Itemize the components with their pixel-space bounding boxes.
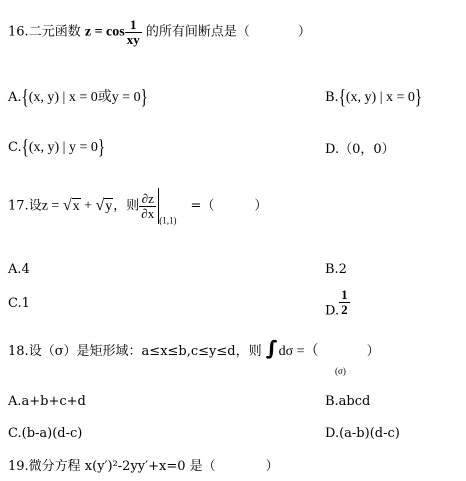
q16-fraction-denominator: xy xyxy=(126,31,140,47)
left-brace: { xyxy=(21,86,29,109)
q18-integrand: dσ xyxy=(278,344,294,359)
q17-option-d-denominator: 2 xyxy=(341,301,348,317)
q18-option-a: A.a+b+c+d xyxy=(8,394,86,409)
q16-eq: = xyxy=(91,24,107,40)
q17-z-expr: z = xyxy=(41,198,63,214)
q17-option-d-label: D. xyxy=(325,303,340,319)
q17-derivative xyxy=(139,192,156,220)
q17-plus: + xyxy=(80,198,96,214)
right-brace: } xyxy=(414,86,423,109)
q17-derivative-numerator: ∂z xyxy=(139,192,156,207)
q16-option-a-label: A. xyxy=(8,90,22,105)
q17-stem xyxy=(8,188,267,226)
q16-option-a-content: (x, y) | x = 0或y = 0 xyxy=(28,90,141,105)
q17-option-d-fraction xyxy=(339,288,350,316)
right-brace: } xyxy=(140,86,148,109)
q17-option-d xyxy=(325,288,350,318)
q16-option-c-label: C. xyxy=(8,140,22,155)
q16-cos: cos xyxy=(106,24,125,40)
q16-option-d-label: D. xyxy=(325,142,340,157)
q17-eq: =（ xyxy=(190,198,215,214)
q16-number: 16. xyxy=(8,24,29,40)
right-brace: } xyxy=(97,136,106,159)
q19-text: 19.微分方程 x(y′)²-2yy′+x=0 是（ xyxy=(8,459,216,474)
q17-text: 设 xyxy=(28,198,42,214)
q19-stem xyxy=(8,460,279,473)
q16-close: ） xyxy=(297,24,311,40)
q17-eval-point: (1,1) xyxy=(159,215,177,226)
q18-eq: =（ xyxy=(293,344,319,359)
q16-after: 的所有间断点是（ xyxy=(145,24,250,40)
q17-option-d-numerator: 1 xyxy=(341,287,348,302)
sqrt-y: √y xyxy=(95,196,113,214)
q16-stem xyxy=(8,18,311,46)
q17-option-c: C.1 xyxy=(8,296,30,311)
q18-region-label: (σ) xyxy=(335,366,346,376)
q18-number: 18. xyxy=(8,344,29,359)
q18-stem xyxy=(8,338,380,359)
sqrt-x: √x xyxy=(62,196,80,214)
q17-option-b: B.2 xyxy=(325,262,347,277)
q18-option-d: D.(a-b)(d-c) xyxy=(325,426,400,441)
double-integral-icon: ∫∫ xyxy=(265,336,269,360)
q19-close: ） xyxy=(265,459,279,474)
q16-fraction-numerator: 1 xyxy=(125,18,142,33)
q18-text: 设（σ）是矩形域：a≤x≤b,c≤y≤d，则 xyxy=(28,344,262,359)
q16-z: z xyxy=(84,24,92,40)
q16-option-d-content: （0，0） xyxy=(339,142,395,157)
q18-option-c: C.(b-a)(d-c) xyxy=(8,426,83,441)
q16-option-c-content: (x, y) | y = 0 xyxy=(28,140,98,155)
q18-option-b: B.abcd xyxy=(325,394,371,409)
q16-text: 二元函数 xyxy=(28,24,81,40)
q16-option-d xyxy=(325,143,395,156)
q16-option-b xyxy=(325,86,423,109)
q17-option-a: A.4 xyxy=(8,262,30,277)
sqrt-x-radicand: x xyxy=(72,198,80,214)
sqrt-y-radicand: y xyxy=(105,198,113,214)
q16-option-b-label: B. xyxy=(325,90,339,105)
q18-close: ） xyxy=(366,344,380,359)
left-brace: { xyxy=(338,86,346,109)
q16-option-c xyxy=(8,136,106,159)
left-brace: { xyxy=(21,136,29,159)
q16-fraction xyxy=(125,18,142,46)
q17-derivative-denominator: ∂x xyxy=(141,205,155,221)
q17-number: 17. xyxy=(8,198,29,214)
q17-close: ） xyxy=(254,198,268,214)
q16-option-a xyxy=(8,86,148,109)
q16-option-b-content: (x, y) | x = 0 xyxy=(345,90,415,105)
q17-then: ，则 xyxy=(113,198,140,214)
